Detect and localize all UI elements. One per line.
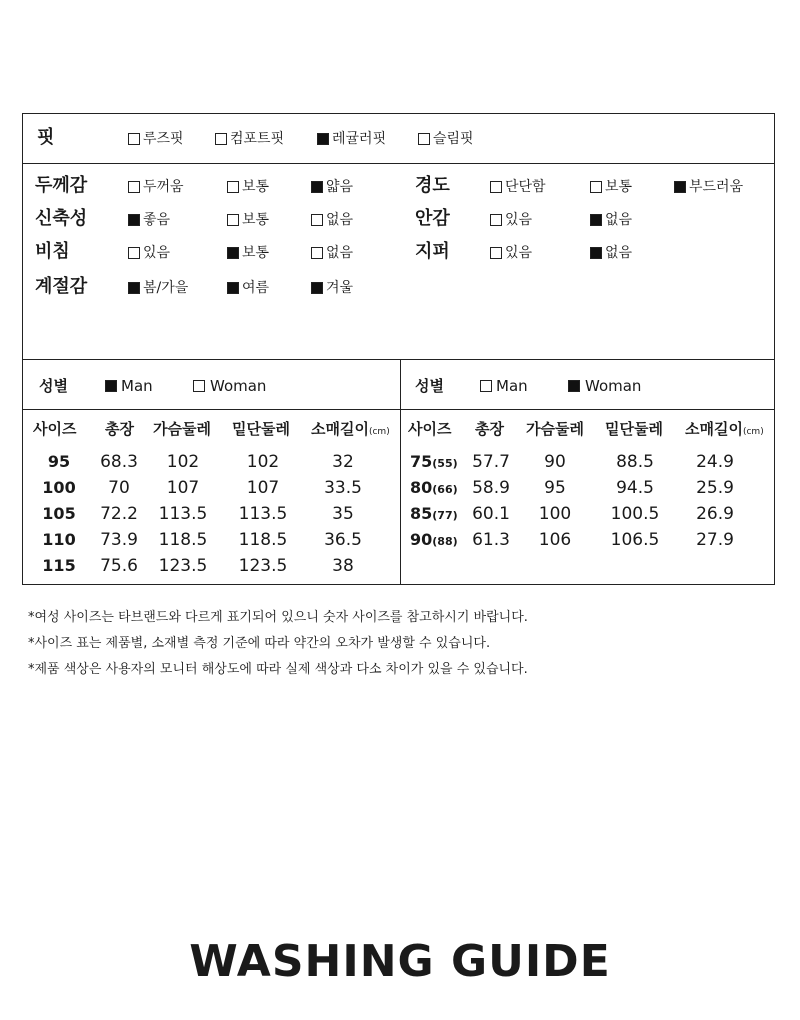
- attribute-label: 두께감: [35, 175, 88, 196]
- gender-label-women: 성별: [415, 377, 444, 395]
- option-label: 단단함: [505, 179, 546, 195]
- size-sub-label: (88): [432, 535, 458, 548]
- value-cell: 61.3: [472, 530, 510, 550]
- value-cell: 113.5: [238, 504, 288, 524]
- column-header: 사이즈: [33, 420, 77, 438]
- column-header: 가슴둘레: [153, 420, 211, 438]
- value-cell: 107: [166, 478, 200, 498]
- woman-label: Woman: [210, 377, 267, 395]
- option-label: 봄/가을: [143, 280, 189, 296]
- size-sub-label: (66): [432, 483, 458, 496]
- option-label: 겨울: [326, 280, 354, 296]
- attribute-label: 지퍼: [415, 241, 450, 262]
- option-checkbox: [311, 181, 323, 193]
- value-cell: 102: [246, 452, 280, 472]
- option-label: 얇음: [326, 179, 354, 195]
- option-checkbox: [674, 181, 686, 193]
- option-checkbox: [128, 133, 140, 145]
- divider: [400, 359, 401, 584]
- attribute-label: 안감: [415, 208, 450, 229]
- size-cell: 110: [42, 530, 76, 549]
- value-cell: 88.5: [616, 452, 654, 472]
- note-line: *제품 색상은 사용자의 모니터 해상도에 따라 실제 색상과 다소 차이가 있을 수 있습니다.: [28, 662, 528, 677]
- column-header: 가슴둘레: [526, 420, 584, 438]
- value-cell: 35: [332, 504, 354, 524]
- value-cell: 90: [544, 452, 566, 472]
- value-cell: 100.5: [610, 504, 660, 524]
- option-label: 여름: [242, 280, 270, 296]
- option-checkbox: [128, 282, 140, 294]
- value-cell: 123.5: [238, 556, 288, 576]
- woman-label: Woman: [585, 377, 642, 395]
- value-cell: 38: [332, 556, 354, 576]
- option-checkbox: [227, 181, 239, 193]
- attribute-label: 경도: [415, 175, 450, 196]
- option-checkbox: [128, 181, 140, 193]
- value-cell: 70: [108, 478, 130, 498]
- value-cell: 106: [538, 530, 572, 550]
- divider: [23, 163, 774, 164]
- option-checkbox: [128, 214, 140, 226]
- option-label: 컴포트핏: [230, 131, 285, 147]
- size-cell: 100: [42, 478, 76, 497]
- option-label: 보통: [242, 245, 270, 261]
- value-cell: 118.5: [158, 530, 208, 550]
- option-checkbox: [490, 247, 502, 259]
- value-cell: 113.5: [158, 504, 208, 524]
- value-cell: 58.9: [472, 478, 510, 498]
- man-checkbox-women-table: [480, 380, 492, 392]
- option-checkbox: [227, 247, 239, 259]
- value-cell: 106.5: [610, 530, 660, 550]
- size-cell: 85(77): [410, 504, 458, 523]
- value-cell: 72.2: [100, 504, 138, 524]
- value-cell: 57.7: [472, 452, 510, 472]
- option-label: 있음: [505, 245, 533, 261]
- column-header: 밑단둘레: [232, 420, 290, 438]
- option-label: 보통: [605, 179, 633, 195]
- size-cell: 105: [42, 504, 76, 523]
- option-label: 있음: [143, 245, 171, 261]
- option-label: 루즈핏: [143, 131, 184, 147]
- option-checkbox: [311, 247, 323, 259]
- option-label: 좋음: [143, 212, 171, 228]
- value-cell: 102: [166, 452, 200, 472]
- column-header: 밑단둘레: [605, 420, 663, 438]
- attribute-label: 신축성: [35, 208, 88, 229]
- value-cell: 107: [246, 478, 280, 498]
- man-label: Man: [121, 377, 153, 395]
- column-header: 사이즈: [408, 420, 452, 438]
- option-checkbox: [311, 214, 323, 226]
- fit-label: 핏: [37, 127, 55, 148]
- option-checkbox: [227, 214, 239, 226]
- option-label: 두꺼움: [143, 179, 184, 195]
- value-cell: 60.1: [472, 504, 510, 524]
- option-label: 부드러움: [689, 179, 744, 195]
- man-checkbox-men-table: [105, 380, 117, 392]
- man-label: Man: [496, 377, 528, 395]
- column-header: 총장: [475, 420, 504, 438]
- column-header: 총장: [105, 420, 134, 438]
- column-header: 소매길이(cm): [685, 420, 764, 438]
- attribute-label: 계절감: [35, 276, 88, 297]
- option-checkbox: [590, 214, 602, 226]
- option-label: 보통: [242, 179, 270, 195]
- option-label: 없음: [326, 245, 354, 261]
- value-cell: 94.5: [616, 478, 654, 498]
- option-checkbox: [418, 133, 430, 145]
- value-cell: 75.6: [100, 556, 138, 576]
- size-cell: 80(66): [410, 478, 458, 497]
- option-label: 없음: [605, 245, 633, 261]
- value-cell: 24.9: [696, 452, 734, 472]
- option-label: 있음: [505, 212, 533, 228]
- divider: [23, 359, 774, 360]
- option-checkbox: [311, 282, 323, 294]
- option-label: 레귤러핏: [332, 131, 387, 147]
- option-checkbox: [317, 133, 329, 145]
- washing-guide-title: WASHING GUIDE: [189, 936, 611, 987]
- column-header: 소매길이(cm): [311, 420, 390, 438]
- size-cell: 95: [47, 452, 71, 471]
- option-checkbox: [590, 181, 602, 193]
- note-line: *사이즈 표는 제품별, 소재별 측정 기준에 따라 약간의 오차가 발생할 수 있습니다.: [28, 636, 491, 651]
- option-checkbox: [128, 247, 140, 259]
- woman-checkbox-women-table: [568, 380, 580, 392]
- value-cell: 100: [538, 504, 572, 524]
- unit-label: (cm): [742, 427, 764, 437]
- option-label: 없음: [605, 212, 633, 228]
- option-label: 보통: [242, 212, 270, 228]
- unit-label: (cm): [368, 427, 390, 437]
- size-sub-label: (55): [432, 457, 458, 470]
- value-cell: 118.5: [238, 530, 288, 550]
- option-checkbox: [490, 181, 502, 193]
- value-cell: 25.9: [696, 478, 734, 498]
- value-cell: 36.5: [324, 530, 362, 550]
- attribute-label: 비침: [35, 241, 70, 262]
- option-checkbox: [227, 282, 239, 294]
- size-cell: 115: [42, 556, 76, 575]
- value-cell: 68.3: [100, 452, 138, 472]
- size-info-table: [22, 113, 775, 585]
- value-cell: 27.9: [696, 530, 734, 550]
- size-cell: 90(88): [410, 530, 458, 549]
- woman-checkbox-men-table: [193, 380, 205, 392]
- size-sub-label: (77): [432, 509, 458, 522]
- value-cell: 33.5: [324, 478, 362, 498]
- gender-label-men: 성별: [39, 377, 68, 395]
- option-label: 없음: [326, 212, 354, 228]
- note-line: *여성 사이즈는 타브랜드와 다르게 표기되어 있으니 숫자 사이즈를 참고하시기 바랍니다.: [28, 610, 528, 625]
- option-checkbox: [490, 214, 502, 226]
- divider: [23, 409, 774, 410]
- option-checkbox: [215, 133, 227, 145]
- value-cell: 32: [332, 452, 354, 472]
- size-cell: 75(55): [410, 452, 458, 471]
- value-cell: 95: [544, 478, 566, 498]
- value-cell: 123.5: [158, 556, 208, 576]
- option-label: 슬림핏: [433, 131, 474, 147]
- value-cell: 26.9: [696, 504, 734, 524]
- option-checkbox: [590, 247, 602, 259]
- value-cell: 73.9: [100, 530, 138, 550]
